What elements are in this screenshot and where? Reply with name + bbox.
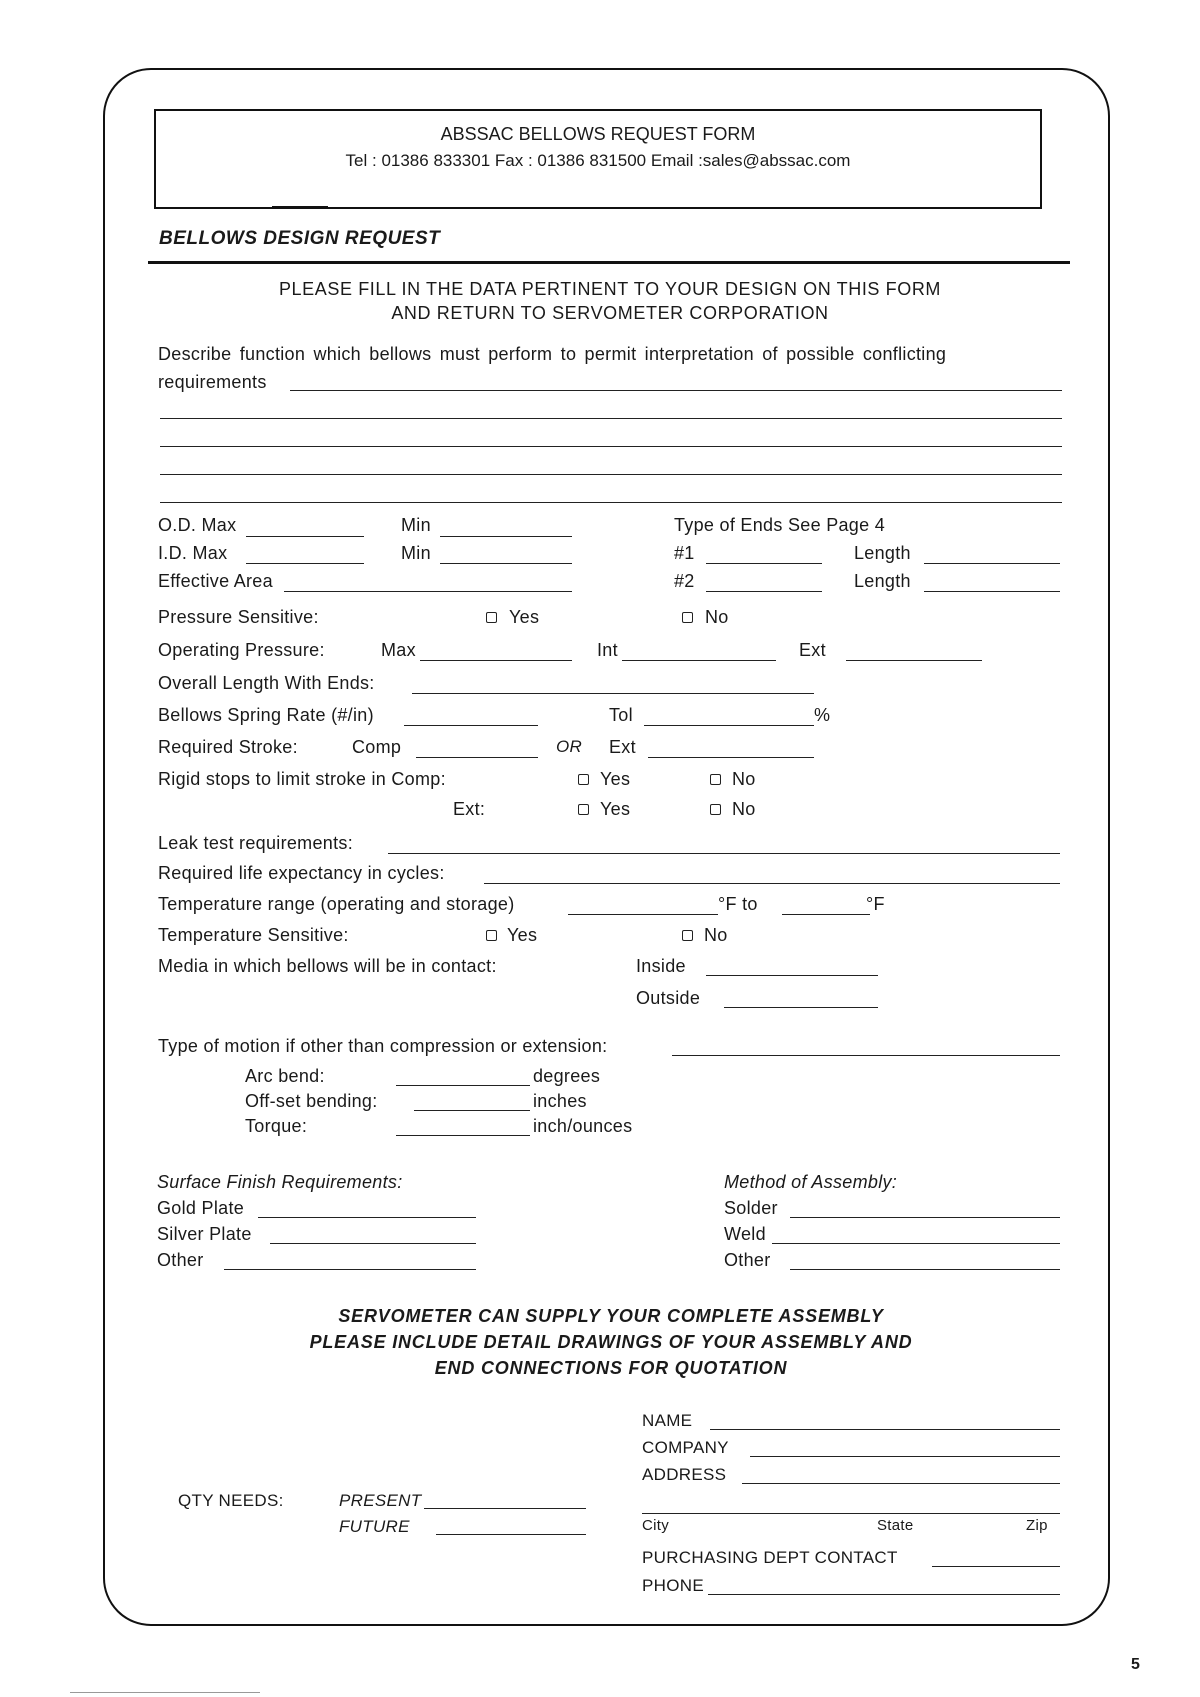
length-1-input[interactable] <box>924 563 1060 564</box>
rigid-ext-label: Ext: <box>453 799 486 819</box>
notice-line-2: PLEASE INCLUDE DETAIL DRAWINGS OF YOUR ASSEMBLY AND <box>309 1332 913 1352</box>
assembly-other-input[interactable] <box>790 1269 1060 1270</box>
overall-length-label: Overall Length With Ends: <box>158 673 375 693</box>
header-tab-mark <box>272 206 328 209</box>
media-outside-label: Outside <box>636 988 701 1008</box>
address-label: ADDRESS <box>642 1465 727 1484</box>
requirements-input-line-4[interactable] <box>160 474 1062 475</box>
stroke-comp-label: Comp <box>352 737 402 757</box>
length-2-label: Length <box>854 571 911 591</box>
od-max-input[interactable] <box>246 536 364 537</box>
stroke-ext-input[interactable] <box>648 757 814 758</box>
media-inside-label: Inside <box>636 956 686 976</box>
life-expectancy-input[interactable] <box>484 883 1060 884</box>
requirements-input-line-2[interactable] <box>160 418 1062 419</box>
solder-label: Solder <box>724 1198 778 1218</box>
future-label: FUTURE <box>339 1517 410 1536</box>
page-number: 5 <box>1131 1656 1141 1673</box>
overall-length-input[interactable] <box>412 693 814 694</box>
future-input[interactable] <box>436 1534 586 1535</box>
leak-test-input[interactable] <box>388 853 1060 854</box>
spring-rate-label: Bellows Spring Rate (#/in) <box>158 705 374 725</box>
torque-input[interactable] <box>396 1135 530 1136</box>
arc-bend-label: Arc bend: <box>245 1066 325 1086</box>
temp-no-label: No <box>704 925 728 945</box>
op-max-input[interactable] <box>420 660 572 661</box>
tol-input[interactable] <box>644 725 814 726</box>
rigid-comp-no-label: No <box>732 769 756 789</box>
present-label: PRESENT <box>339 1491 422 1510</box>
id-max-input[interactable] <box>246 563 364 564</box>
stroke-or-label: OR <box>556 737 583 756</box>
solder-input[interactable] <box>790 1217 1060 1218</box>
spring-rate-input[interactable] <box>404 725 538 726</box>
rigid-ext-no-checkbox[interactable] <box>710 804 721 815</box>
motion-label: Type of motion if other than compression or extension: <box>158 1036 608 1056</box>
pressure-no-checkbox[interactable] <box>682 612 693 623</box>
op-ext-label: Ext <box>799 640 826 660</box>
offset-bending-input[interactable] <box>414 1110 530 1111</box>
requirements-input-line-5[interactable] <box>160 502 1062 503</box>
address-input[interactable] <box>742 1483 1060 1484</box>
inches-label: inches <box>533 1091 587 1111</box>
surface-finish-title: Surface Finish Requirements: <box>157 1172 403 1192</box>
end-1-label: #1 <box>674 543 695 563</box>
end-2-label: #2 <box>674 571 695 591</box>
stroke-comp-input[interactable] <box>416 757 538 758</box>
rigid-stops-label: Rigid stops to limit stroke in Comp: <box>158 769 446 789</box>
section-title: BELLOWS DESIGN REQUEST <box>159 228 441 249</box>
op-ext-input[interactable] <box>846 660 982 661</box>
pressure-yes-checkbox[interactable] <box>486 612 497 623</box>
end-1-input[interactable] <box>706 563 822 564</box>
form-title: ABSSAC BELLOWS REQUEST FORM <box>440 124 756 144</box>
id-max-label: I.D. Max <box>158 543 228 563</box>
offset-bending-label: Off-set bending: <box>245 1091 378 1111</box>
gold-plate-input[interactable] <box>258 1217 476 1218</box>
name-label: NAME <box>642 1411 693 1430</box>
notice-line-3: END CONNECTIONS FOR QUOTATION <box>434 1358 788 1378</box>
rigid-comp-yes-checkbox[interactable] <box>578 774 589 785</box>
effective-area-label: Effective Area <box>158 571 273 591</box>
length-2-input[interactable] <box>924 591 1060 592</box>
requirements-input-line-3[interactable] <box>160 446 1062 447</box>
media-inside-input[interactable] <box>706 975 878 976</box>
temp-f-to-label: °F to <box>718 894 758 914</box>
life-expectancy-label: Required life expectancy in cycles: <box>158 863 445 883</box>
silver-plate-label: Silver Plate <box>157 1224 252 1244</box>
assembly-other-label: Other <box>724 1250 771 1270</box>
temperature-range-label: Temperature range (operating and storage) <box>158 894 515 914</box>
od-min-input[interactable] <box>440 536 572 537</box>
operating-pressure-label: Operating Pressure: <box>158 640 325 660</box>
zip-label: Zip <box>1026 1517 1048 1534</box>
rigid-ext-yes-label: Yes <box>600 799 631 819</box>
gold-plate-label: Gold Plate <box>157 1198 245 1218</box>
rigid-comp-yes-label: Yes <box>600 769 631 789</box>
instruction-line-2: AND RETURN TO SERVOMETER CORPORATION <box>391 303 829 323</box>
name-input[interactable] <box>710 1429 1060 1430</box>
section-rule <box>148 261 1070 264</box>
rigid-comp-no-checkbox[interactable] <box>710 774 721 785</box>
finish-other-label: Other <box>157 1250 204 1270</box>
silver-plate-input[interactable] <box>270 1243 476 1244</box>
leak-test-label: Leak test requirements: <box>158 833 353 853</box>
op-max-label: Max <box>381 640 416 660</box>
pressure-yes-label: Yes <box>509 607 540 627</box>
phone-label: PHONE <box>642 1576 704 1595</box>
notice-line-1: SERVOMETER CAN SUPPLY YOUR COMPLETE ASSEMBLY <box>338 1306 884 1326</box>
instruction-line-1: PLEASE FILL IN THE DATA PERTINENT TO YOUR DESIGN ON THIS FORM <box>278 279 942 299</box>
stroke-ext-label: Ext <box>609 737 636 757</box>
id-min-input[interactable] <box>440 563 572 564</box>
purchasing-contact-label: PURCHASING DEPT CONTACT <box>642 1548 898 1567</box>
company-input[interactable] <box>750 1456 1060 1457</box>
contact-info: Tel : 01386 833301 Fax : 01386 831500 Email :sales@abssac.com <box>345 151 851 170</box>
motion-input[interactable] <box>672 1055 1060 1056</box>
media-label: Media in which bellows will be in contact: <box>158 956 497 976</box>
degrees-label: degrees <box>533 1066 601 1086</box>
temperature-sensitive-label: Temperature Sensitive: <box>158 925 349 945</box>
weld-input[interactable] <box>772 1243 1060 1244</box>
tol-label: Tol <box>609 705 633 725</box>
id-min-label: Min <box>401 543 431 563</box>
qty-needs-label: QTY NEEDS: <box>178 1491 284 1510</box>
finish-other-input[interactable] <box>224 1269 476 1270</box>
rigid-ext-yes-checkbox[interactable] <box>578 804 589 815</box>
describe-label: Describe function which bellows must perform to permit interpretation of possible conflicting <box>158 344 947 364</box>
footer-rule <box>70 1692 260 1693</box>
torque-label: Torque: <box>245 1116 308 1136</box>
weld-label: Weld <box>724 1224 766 1244</box>
city-label: City <box>642 1517 670 1534</box>
assembly-title: Method of Assembly: <box>724 1172 898 1192</box>
temp-f-label: °F <box>866 894 885 914</box>
effective-area-input[interactable] <box>284 591 572 592</box>
rigid-ext-no-label: No <box>732 799 756 819</box>
temp-from-input[interactable] <box>568 914 718 915</box>
purchasing-contact-input[interactable] <box>932 1566 1060 1567</box>
op-int-input[interactable] <box>622 660 776 661</box>
temp-yes-label: Yes <box>507 925 538 945</box>
media-outside-input[interactable] <box>724 1007 878 1008</box>
state-label: State <box>877 1517 914 1534</box>
length-1-label: Length <box>854 543 911 563</box>
phone-input[interactable] <box>708 1594 1060 1595</box>
company-label: COMPANY <box>642 1438 729 1457</box>
header-box <box>154 109 1042 209</box>
op-int-label: Int <box>597 640 618 660</box>
temp-yes-checkbox[interactable] <box>486 930 497 941</box>
temp-to-input[interactable] <box>782 914 870 915</box>
present-input[interactable] <box>424 1508 586 1509</box>
od-min-label: Min <box>401 515 431 535</box>
end-2-input[interactable] <box>706 591 822 592</box>
temp-no-checkbox[interactable] <box>682 930 693 941</box>
requirements-label: requirements <box>158 372 267 392</box>
type-of-ends-label: Type of Ends See Page 4 <box>674 515 886 535</box>
required-stroke-label: Required Stroke: <box>158 737 298 757</box>
pressure-sensitive-label: Pressure Sensitive: <box>158 607 319 627</box>
tol-percent: % <box>814 705 831 725</box>
inch-ounces-label: inch/ounces <box>533 1116 633 1136</box>
arc-bend-input[interactable] <box>396 1085 530 1086</box>
requirements-input[interactable] <box>290 390 1062 391</box>
city-state-zip-input[interactable] <box>642 1513 1060 1514</box>
od-max-label: O.D. Max <box>158 515 237 535</box>
pressure-no-label: No <box>705 607 729 627</box>
